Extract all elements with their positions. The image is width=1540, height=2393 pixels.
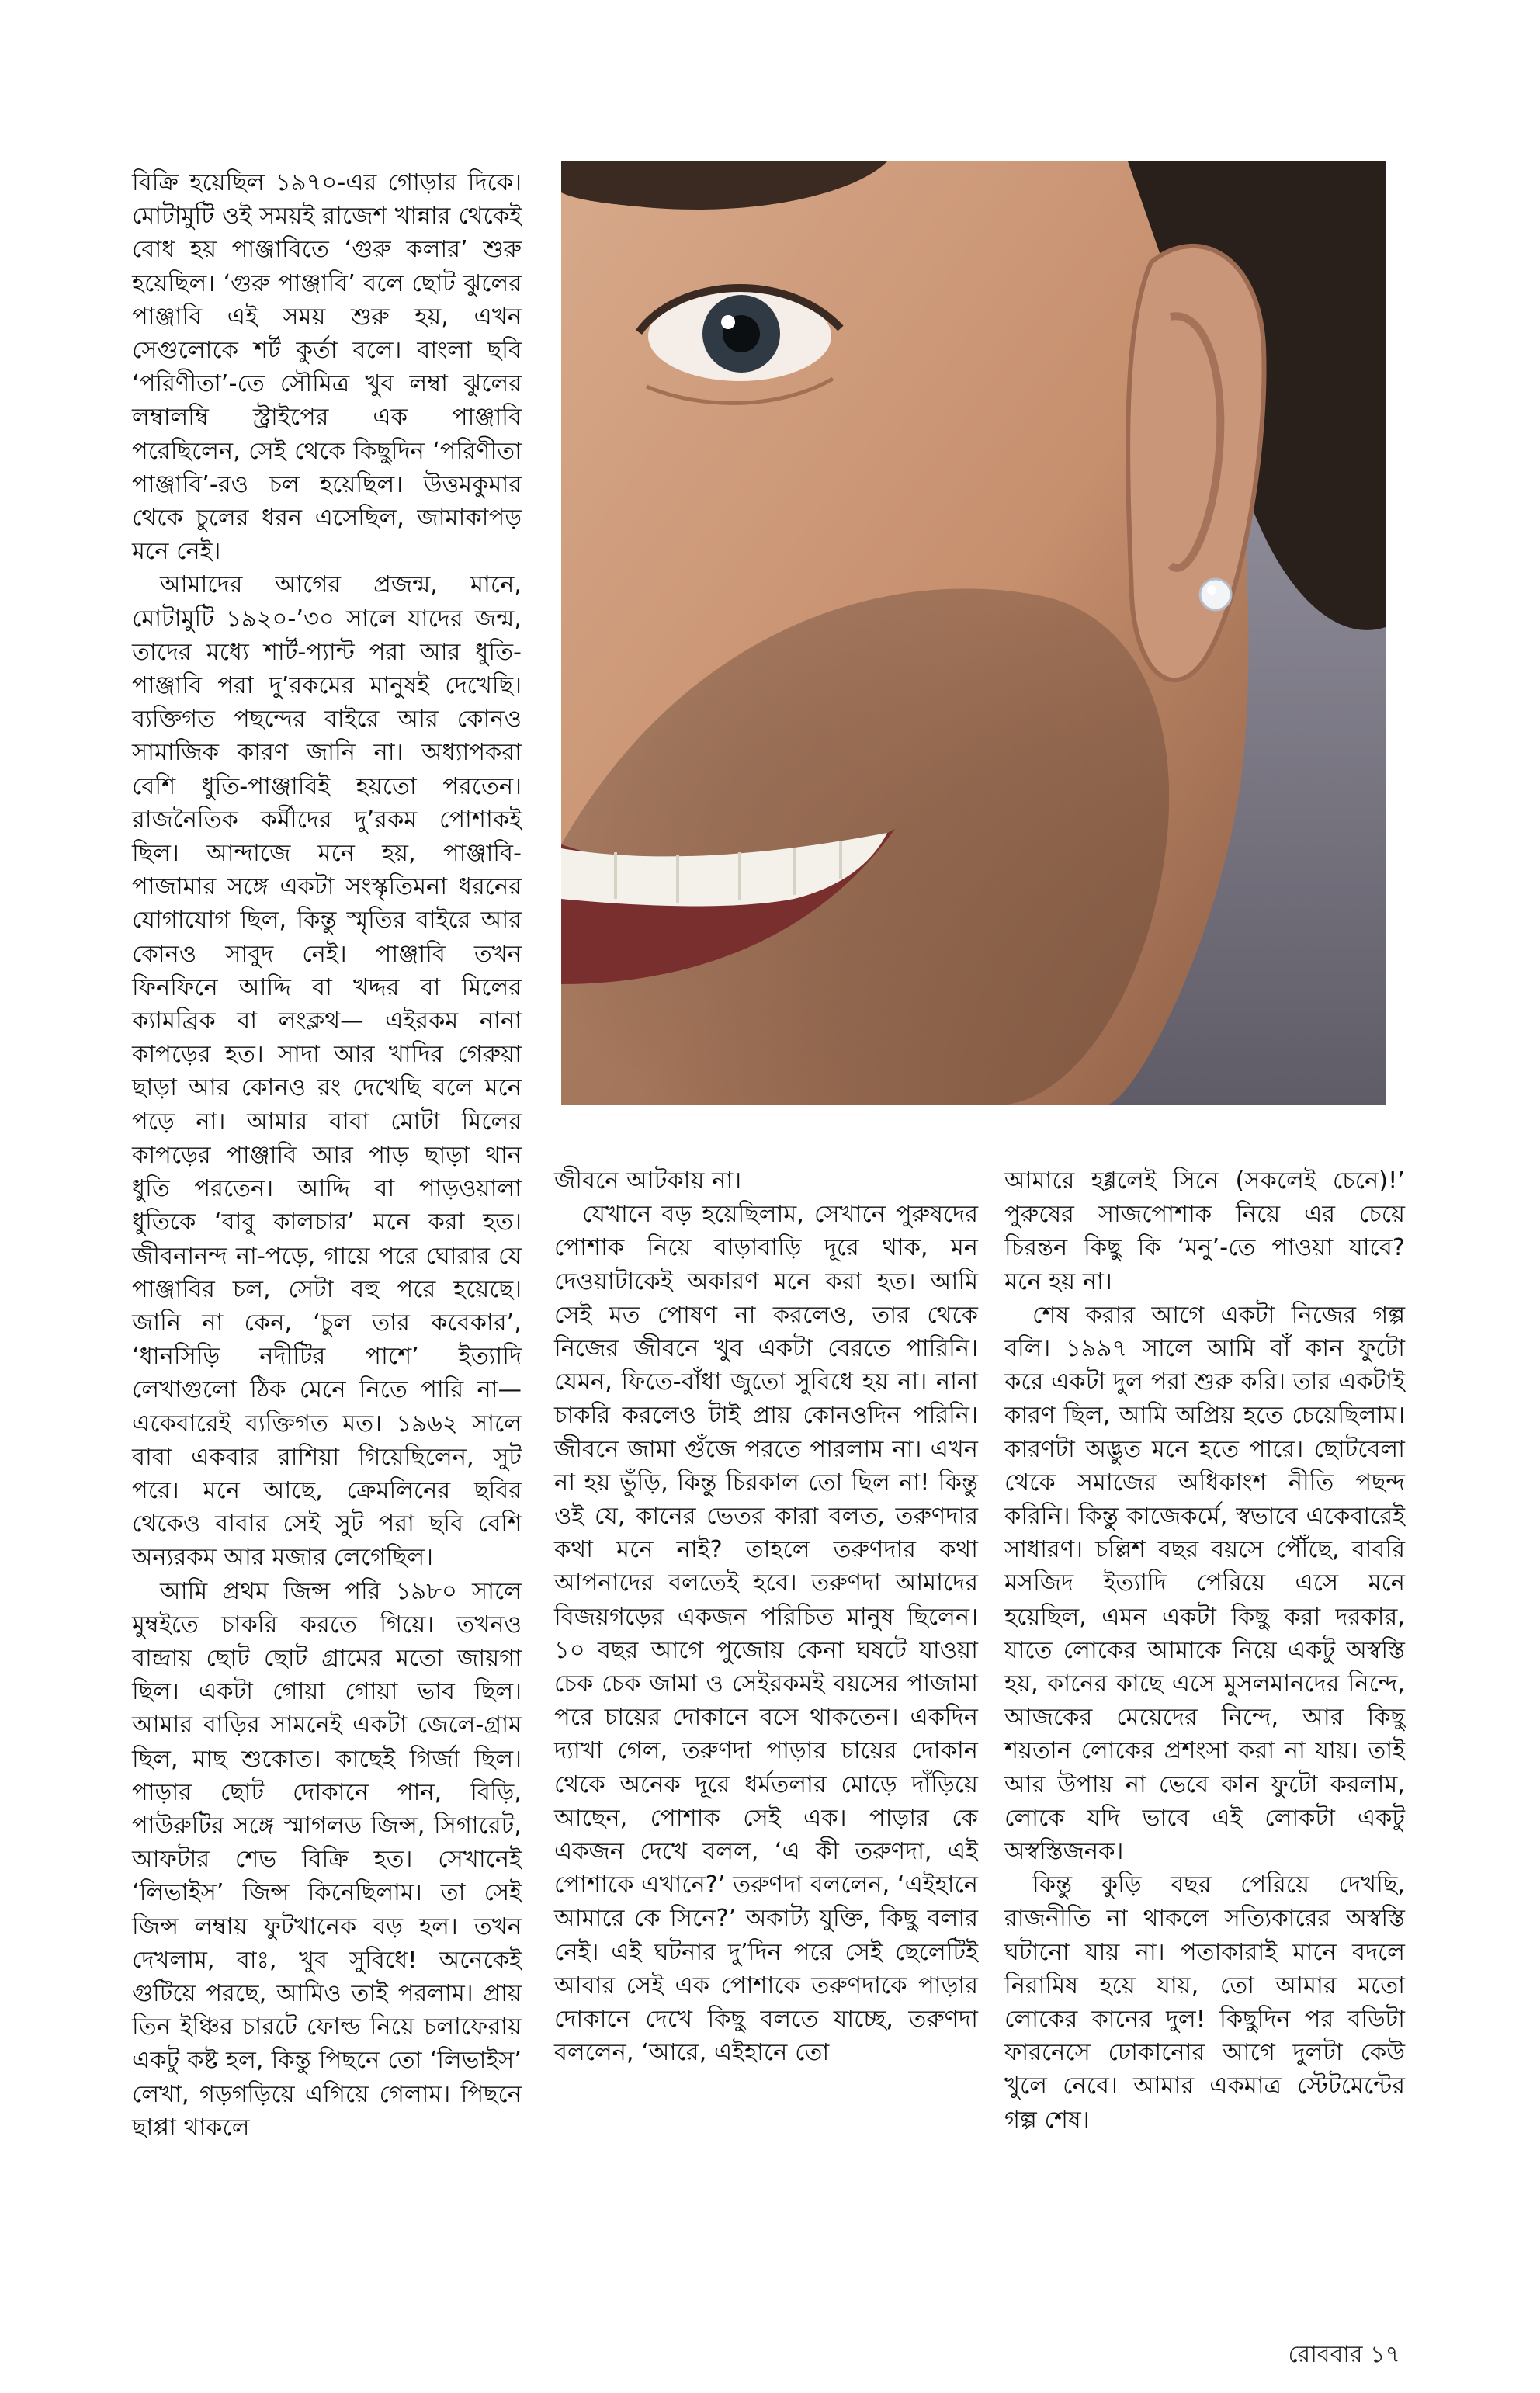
paragraph: আমাদের আগের প্রজন্ম, মানে, মোটামুটি ১৯২০-’৩০ সালে যাদের জন্ম, তাদের মধ্যে শার্ট-প্যান্ট পরা আর ধুতি-পাঞ্জাবি পরা দু’রকমের মানুষই দেখেছি। ব্যক্তিগত পছন্দের বাইরে আর কোনও সামাজিক কারণ জানি না। অধ্যাপকরা বেশি ধুতি-পাঞ্জাবিই হয়তো পরতেন। রাজনৈতিক কর্মীদের দু’রকম পোশাকই ছিল। আন্দাজে মনে হয়, পাঞ্জাবি-পাজামার সঙ্গে একটা সংস্কৃতিমনা ধরনের যোগাযোগ ছিল, কিন্তু স্মৃতির বাইরে আর কোনও সাবুদ নেই। পাঞ্জাবি তখন ফিনফিনে আদ্দি বা খদ্দর বা মিলের ক্যামব্রিক বা লংক্লথ— এইরকম নানা কাপড়ের হত। সাদা আর খাদির গেরুয়া ছাড়া আর কোনও রং দেখেছি বলে মনে পড়ে না। আমার বাবা মোটা মিলের কাপড়ের পাঞ্জাবি আর পাড় ছাড়া থান ধুতি পরতেন। আদ্দি বা পাড়ওয়ালা ধুতিকে ‘বাবু কালচার’ মনে করা হত। জীবনানন্দ না-পড়ে, গায়ে পরে ঘোরার যে পাঞ্জাবির চল, সেটা বহু পরে হয়েছে। জানি না কেন, ‘চুল তার কবেকার’, ‘ধানসিড়ি নদীটির পাশে’ ইত্যাদি লেখাগুলো ঠিক মেনে নিতে পারি না— একেবারেই ব্যক্তিগত মত। ১৯৬২ সালে বাবা একবার রাশিয়া গিয়েছিলেন, সুট পরে। মনে আছে, ক্রেমলিনের ছবির থেকেও বাবার সেই সুট পরা ছবি বেশি অন্যরকম আর মজার লেগেছিল। [132, 571, 522, 1572]
paragraph: কিন্তু কুড়ি বছর পেরিয়ে দেখছি, রাজনীতি না থাকলে সত্যিকারের অস্বস্তি ঘটানো যায় না। পতাকারাই মানে বদলে নিরামিষ হয়ে যায়, তো আমার মতো লোকের কানের দুল! কিছুদিন পর বডিটা ফারনেসে ঢোকানোর আগে দুলটা কেউ খুলে নেবে। আমার একমাত্র স্টেটমেন্টের গল্প শেষ। [1004, 1871, 1405, 2134]
page-footer: রোববার ১৭ [1288, 2341, 1400, 2368]
paragraph: জীবনে আটকায় না। [554, 1167, 742, 1195]
paragraph: শেষ করার আগে একটা নিজের গল্প বলি। ১৯৯৭ সালে আমি বাঁ কান ফুটো করে একটা দুল পরা শুরু করি। তার একটাই কারণ ছিল, আমি অপ্রিয় হতে চেয়েছিলাম। কারণটা অদ্ভুত মনে হতে পারে। ছোটবেলা থেকে সমাজের অধিকাংশ নীতি পছন্দ করিনি। কিন্তু কাজেকর্মে, স্বভাবে একেবারেই সাধারণ। চল্লিশ বছর বয়সে পৌঁছে, বাবরি মসজিদ ইত্যাদি পেরিয়ে এসে মনে হয়েছিল, এমন একটা কিছু করা দরকার, যাতে লোকের আমাকে নিয়ে একটু অস্বস্তি হয়, কানের কাছে এসে মুসলমানদের নিন্দে, আজকের মেয়েদের নিন্দে, আর কিছু শয়তান লোকের প্রশংসা করা না যায়। তাই আর উপায় না ভেবে কান ফুটো করলাম, লোকে যদি ভাবে এই লোকটা একটু অস্বস্তিজনক। [1004, 1301, 1405, 1866]
paragraph: বিক্রি হয়েছিল ১৯৭০-এর গোড়ার দিকে। মোটামুটি ওই সময়ই রাজেশ খান্নার থেকেই বোধ হয় পাঞ্জাবিতে ‘গুরু কলার’ শুরু হয়েছিল। ‘গুরু পাঞ্জাবি’ বলে ছোট ঝুলের পাঞ্জাবি এই সময় শুরু হয়, এখন সেগুলোকে শর্ট কুর্তা বলে। বাংলা ছবি ‘পরিণীতা’-তে সৌমিত্র খুব লম্বা ঝুলের লম্বালম্বি স্ট্রাইপের এক পাঞ্জাবি পরেছিলেন, সেই থেকে কিছুদিন ‘পরিণীতা পাঞ্জাবি’-রও চল হয়েছিল। উত্তমকুমার থেকে চুলের ধরন এসেছিল, জামাকাপড় মনে নেই। [132, 169, 522, 566]
paragraph: যেখানে বড় হয়েছিলাম, সেখানে পুরুষদের পোশাক নিয়ে বাড়াবাড়ি দূরে থাক, মন দেওয়াটাকেই অকারণ মনে করা হত। আমি সেই মত পোষণ না করলেও, তার থেকে নিজের জীবনে খুব একটা বেরতে পারিনি। যেমন, ফিতে-বাঁধা জুতো সুবিধে হয় না। নানা চাকরি করলেও টাই প্রায় কোনওদিন পরিনি। জীবনে জামা গুঁজে পরতে পারলাম না। এখন না হয় ভুঁড়ি, কিন্তু চিরকাল তো ছিল না! কিন্তু ওই যে, কানের ভেতর কারা বলত, তরুণদার কথা মনে নাই? তাহলে তরুণদার কথা আপনাদের বলতেই হবে। তরুণদা আমাদের বিজয়গড়ের একজন পরিচিত মানুষ ছিলেন। ১০ বছর আগে পুজোয় কেনা ঘষটে যাওয়া চেক চেক জামা ও সেইরকমই বয়সের পাজামা পরে চায়ের দোকানে বসে থাকতেন। একদিন দ্যাখা গেল, তরুণদা পাড়ার চায়ের দোকান থেকে অনেক দূরে ধর্মতলার মোড়ে দাঁড়িয়ে আছেন, পোশাক সেই এক। পাড়ার কে একজন দেখে বলল, ‘এ কী তরুণদা, এই পোশাকে এখানে?’ তরুণদা বললেন, ‘এইহানে আমারে কে সিনে?’ অকাট্য যুক্তি, কিছু বলার নেই। এই ঘটনার দু’দিন পরে সেই ছেলেটিই আবার সেই এক পোশাকে তরুণদাকে পাড়ার দোকানে দেখে কিছু বলতে যাচ্ছে, তরুণদা বললেন, ‘আরে, এইহানে তো [554, 1201, 978, 2067]
paragraph: আমি প্রথম জিন্স পরি ১৯৮০ সালে মুম্বইতে চাকরি করতে গিয়ে। তখনও বান্দ্রায় ছোট ছোট গ্রামের মতো জায়গা ছিল। একটা গোয়া গোয়া ভাব ছিল। আমার বাড়ির সামনেই একটা জেলে-গ্রাম ছিল, মাছ শুকোত। কাছেই গির্জা ছিল। পাড়ার ছোট দোকানে পান, বিড়ি, পাউরুটির সঙ্গে স্মাগলড জিন্স, সিগারেট, আফটার শেভ বিক্রি হত। সেখানেই ‘লিভাইস’ জিন্স কিনেছিলাম। তা সেই জিন্স লম্বায় ফুটখানেক বড় হল। তখন দেখলাম, বাঃ, খুব সুবিধে! অনেকেই গুটিয়ে পরছে, আমিও তাই পরলাম। প্রায় তিন ইঞ্চির চারটে ফোল্ড নিয়ে চলাফেরায় একটু কষ্ট হল, কিন্তু পিছনে তো ‘লিভাইস’ লেখা, গড়গড়িয়ে এগিয়ে গেলাম। পিছনে ছাপ্পা থাকলে [132, 1577, 522, 2142]
photo-illustration [561, 161, 1386, 1105]
article-column-right [1004, 1164, 1405, 2137]
article-column-middle [554, 1164, 978, 2069]
paragraph: আমারে হগ্গলেই সিনে (সকলেই চেনে)!’ পুরুষের সাজপোশাক নিয়ে এর চেয়ে চিরন্তন কিছু কি ‘মনু’-তে পাওয়া যাবে? মনে হয় না। [1004, 1167, 1405, 1295]
article-column-left [132, 166, 522, 2145]
smiling-man-earring-photo [561, 161, 1386, 1105]
